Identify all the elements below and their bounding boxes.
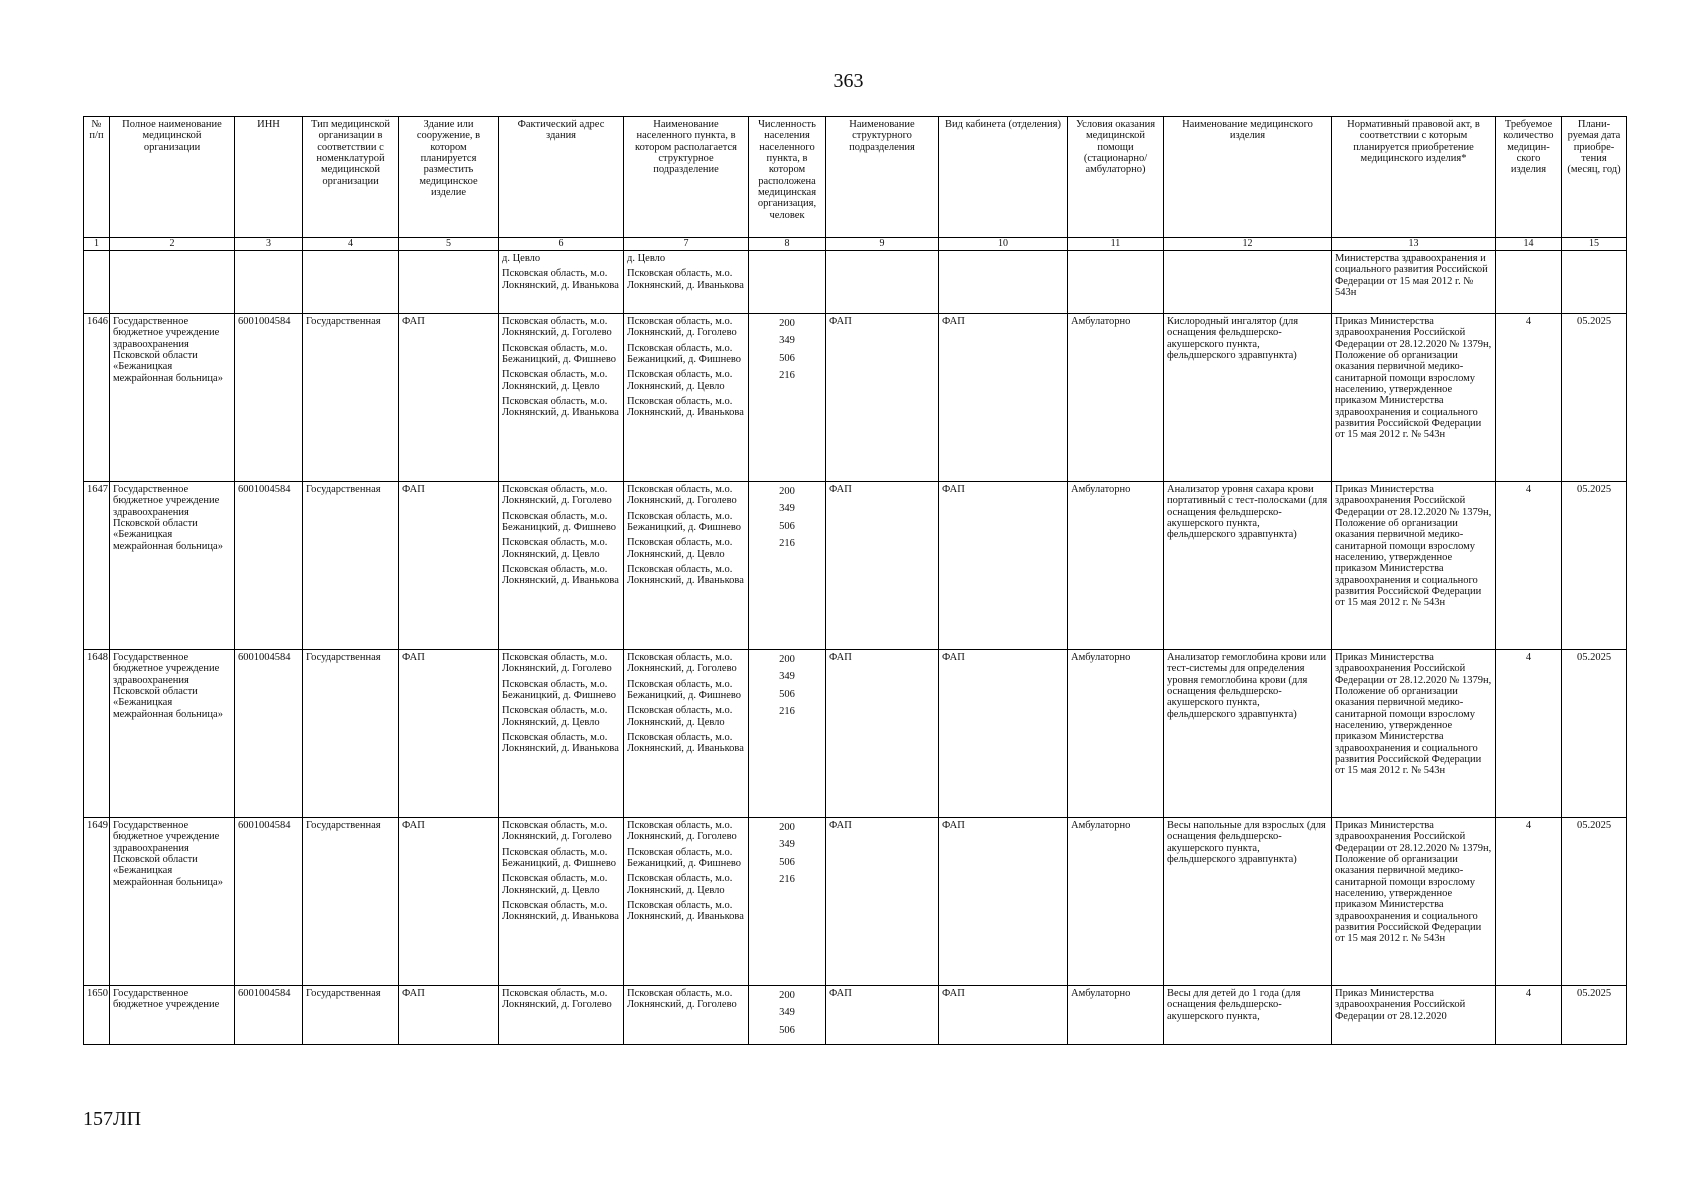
address-line: Псковская область, м.о. Локнянский, д. Гоголево — [502, 652, 612, 675]
population-value: 349 — [779, 503, 795, 515]
conditions-cell: Амбулаторно — [1068, 986, 1164, 1045]
settlement-line: Псковская область, м.о. Локнянский, д. Иванькова — [627, 395, 744, 419]
row-number: 1649 — [84, 818, 110, 986]
header-cell: Плани-руемая дата приобре-тения (месяц, год) — [1562, 117, 1627, 238]
table-row — [84, 314, 1627, 482]
page-number: 363 — [833, 70, 864, 92]
address-line: Псковская область, м.о. Бежаницкий, д. Фишнево — [502, 342, 617, 365]
cabinet-cell: ФАП — [939, 314, 1068, 482]
settlement-line: Псковская область, м.о. Локнянский, д. Иванькова — [627, 899, 744, 923]
population-value: 349 — [779, 335, 795, 347]
header-cell: Численность населения населенного пункта, в котором расположена медицинская организация, человек — [749, 117, 826, 238]
column-number: 10 — [939, 238, 1068, 251]
device-cell: Анализатор гемоглобина крови или тест-системы для определения уровня гемоглобина крови (для оснащения фельдшерско-акушерского пункта, фельдшерского здравпункта) — [1164, 650, 1332, 818]
column-number: 7 — [624, 238, 749, 251]
population-value: 349 — [779, 839, 795, 851]
date-cell: 05.2025 — [1562, 314, 1627, 482]
column-number: 4 — [303, 238, 399, 251]
address-line: Псковская область, м.о. Локнянский, д. Гоголево — [502, 316, 612, 339]
address-line: д. Цевло — [502, 253, 541, 264]
column-number: 5 — [399, 238, 499, 251]
address-cell — [499, 818, 624, 986]
settlement-line: Псковская область, м.о. Локнянский, д. Гоголево — [627, 652, 737, 675]
settlement-line: Псковская область, м.о. Бежаницкий, д. Фишнево — [627, 510, 742, 533]
settlement-line: Псковская область, м.о. Локнянский, д. Гоголево — [627, 820, 737, 843]
settlement-cell — [624, 314, 749, 482]
header-cell: Тип медицинской организации в соответствии с номенклатурой медицинской организации — [303, 117, 399, 238]
address-line: Псковская область, м.о. Локнянский, д. Цевло — [502, 873, 608, 896]
cabinet-cell: ФАП — [939, 818, 1068, 986]
building-cell: ФАП — [399, 482, 499, 650]
settlement-cell — [624, 251, 749, 314]
continuation-row — [84, 251, 1627, 314]
settlement-line: Псковская область, м.о. Бежаницкий, д. Фишнево — [627, 342, 742, 365]
building-cell: ФАП — [399, 986, 499, 1045]
settlement-line: Псковская область, м.о. Локнянский, д. Цевло — [627, 873, 733, 896]
header-cell: Нормативный правовой акт, в соответствии с которым планируется приобретение медицинского изделия* — [1332, 117, 1496, 238]
settlement-line: Псковская область, м.о. Локнянский, д. Гоголево — [627, 316, 737, 339]
conditions-cell: Амбулаторно — [1068, 818, 1164, 986]
settlement-line: Псковская область, м.о. Бежаницкий, д. Фишнево — [627, 846, 742, 869]
address-line: Псковская область, м.о. Локнянский, д. Гоголево — [502, 820, 612, 843]
population-value: 216 — [779, 873, 795, 885]
org-name-cell: Государственное бюджетное учреждение здравоохранения Псковской области «Бежаницкая межрайонная больница» — [110, 314, 235, 482]
header-cell: Здание или сооружение, в котором планируется разместить медицинское изделие — [399, 117, 499, 238]
settlement-cell — [624, 650, 749, 818]
column-number: 3 — [235, 238, 303, 251]
population-value: 506 — [779, 352, 795, 364]
quantity-cell: 4 — [1496, 650, 1562, 818]
cabinet-cell: ФАП — [939, 986, 1068, 1045]
population-value: 506 — [779, 688, 795, 700]
settlement-line: Псковская область, м.о. Локнянский, д. Иванькова — [627, 563, 744, 587]
column-number: 15 — [1562, 238, 1627, 251]
cabinet-cell: ФАП — [939, 650, 1068, 818]
org-name-cell: Государственное бюджетное учреждение здравоохранения Псковской области «Бежаницкая межрайонная больница» — [110, 650, 235, 818]
unit-cell: ФАП — [826, 314, 939, 482]
population-value: 506 — [779, 1024, 795, 1036]
address-cell — [499, 251, 624, 314]
population-value: 216 — [779, 705, 795, 717]
population-value: 200 — [779, 654, 795, 665]
header-cell: № п/п — [84, 117, 110, 238]
header-cell: Условия оказания медицинской помощи (стационарно/ амбулаторно) — [1068, 117, 1164, 238]
conditions-cell: Амбулаторно — [1068, 650, 1164, 818]
address-line: Псковская область, м.о. Локнянский, д. Гоголево — [502, 484, 612, 507]
inn-cell: 6001004584 — [235, 986, 303, 1045]
population-cell — [749, 986, 826, 1045]
column-number-row — [84, 238, 1627, 251]
address-cell — [499, 482, 624, 650]
org-type-cell: Государственная — [303, 482, 399, 650]
column-number: 13 — [1332, 238, 1496, 251]
table-row — [84, 482, 1627, 650]
org-name-cell: Государственное бюджетное учреждение здравоохранения Псковской области «Бежаницкая межрайонная больница» — [110, 482, 235, 650]
unit-cell: ФАП — [826, 986, 939, 1045]
settlement-line: Псковская область, м.о. Локнянский, д. Иванькова — [627, 268, 744, 291]
column-number: 9 — [826, 238, 939, 251]
inn-cell: 6001004584 — [235, 818, 303, 986]
header-cell: Фактический адрес здания — [499, 117, 624, 238]
settlement-cell — [624, 818, 749, 986]
settlement-cell: Псковская область, м.о. Локнянский, д. Гоголево — [624, 986, 749, 1045]
column-number: 2 — [110, 238, 235, 251]
address-line: Псковская область, м.о. Локнянский, д. Иванькова — [502, 563, 619, 587]
address-cell: Псковская область, м.о. Локнянский, д. Гоголево — [499, 986, 624, 1045]
address-line: Псковская область, м.о. Бежаницкий, д. Фишнево — [502, 510, 617, 533]
quantity-cell: 4 — [1496, 314, 1562, 482]
date-cell: 05.2025 — [1562, 650, 1627, 818]
row-number: 1648 — [84, 650, 110, 818]
address-line: Псковская область, м.о. Локнянский, д. Цевло — [502, 369, 608, 392]
npa-cell: Приказ Министерства здравоохранения Российской Федерации от 28.12.2020 — [1332, 986, 1496, 1045]
header-cell: Наименование населенного пункта, в котором располагается структурное подразделение — [624, 117, 749, 238]
header-cell: Наименование структурного подразделения — [826, 117, 939, 238]
unit-cell: ФАП — [826, 482, 939, 650]
settlement-line: Псковская область, м.о. Локнянский, д. Цевло — [627, 537, 733, 560]
table-row — [84, 818, 1627, 986]
conditions-cell: Амбулаторно — [1068, 314, 1164, 482]
population-value: 216 — [779, 369, 795, 381]
settlement-line: д. Цевло — [627, 253, 666, 264]
address-line: Псковская область, м.о. Бежаницкий, д. Фишнево — [502, 846, 617, 869]
org-type-cell: Государственная — [303, 650, 399, 818]
address-cell — [499, 314, 624, 482]
building-cell: ФАП — [399, 818, 499, 986]
address-line: Псковская область, м.о. Локнянский, д. Цевло — [502, 537, 608, 560]
header-cell: Вид кабинета (отделения) — [939, 117, 1068, 238]
date-cell: 05.2025 — [1562, 482, 1627, 650]
column-number: 8 — [749, 238, 826, 251]
header-row — [84, 117, 1627, 238]
npa-cell: Приказ Министерства здравоохранения Российской Федерации от 28.12.2020 № 1379н, Положение об организации оказания первичной медико-санитарной помощи взрослому населению, утвержденное приказом Министерства здравоохранения и социального развития Российской Федерации от 15 мая 2012 г. № 543н — [1332, 650, 1496, 818]
row-number: 1647 — [84, 482, 110, 650]
npa-cell: Министерства здравоохранения и социального развития Российской Федерации от 15 мая 2012 г. № 543н — [1332, 251, 1496, 314]
header-cell: ИНН — [235, 117, 303, 238]
header-cell: Полное наименование медицинской организации — [110, 117, 235, 238]
column-number: 11 — [1068, 238, 1164, 251]
device-cell: Весы напольные для взрослых (для оснащения фельдшерско-акушерского пункта, фельдшерского здравпункта) — [1164, 818, 1332, 986]
npa-cell: Приказ Министерства здравоохранения Российской Федерации от 28.12.2020 № 1379н, Положение об организации оказания первичной медико-санитарной помощи взрослому населению, утвержденное приказом Министерства здравоохранения и социального развития Российской Федерации от 15 мая 2012 г. № 543н — [1332, 314, 1496, 482]
device-cell: Анализатор уровня сахара крови портативный с тест-полосками (для оснащения фельдшерско-акушерского пункта, фельдшерского здравпункта) — [1164, 482, 1332, 650]
conditions-cell: Амбулаторно — [1068, 482, 1164, 650]
population-cell — [749, 482, 826, 650]
device-cell: Кислородный ингалятор (для оснащения фельдшерско-акушерского пункта, фельдшерского здравпункта) — [1164, 314, 1332, 482]
population-value: 506 — [779, 856, 795, 868]
settlement-line: Псковская область, м.о. Локнянский, д. Цевло — [627, 369, 733, 392]
address-line: Псковская область, м.о. Локнянский, д. Иванькова — [502, 731, 619, 755]
column-number: 12 — [1164, 238, 1332, 251]
table-row — [84, 986, 1627, 1045]
address-line: Псковская область, м.о. Бежаницкий, д. Фишнево — [502, 678, 617, 701]
date-cell: 05.2025 — [1562, 818, 1627, 986]
population-value: 200 — [779, 486, 795, 497]
cabinet-cell: ФАП — [939, 482, 1068, 650]
building-cell: ФАП — [399, 314, 499, 482]
building-cell: ФАП — [399, 650, 499, 818]
org-name-cell: Государственное бюджетное учреждение здравоохранения Псковской области «Бежаницкая межрайонная больница» — [110, 818, 235, 986]
address-line: Псковская область, м.о. Локнянский, д. Цевло — [502, 705, 608, 728]
inn-cell: 6001004584 — [235, 650, 303, 818]
address-line: Псковская область, м.о. Локнянский, д. Иванькова — [502, 268, 619, 291]
address-line: Псковская область, м.о. Локнянский, д. Иванькова — [502, 395, 619, 419]
settlement-line: Псковская область, м.о. Локнянский, д. Цевло — [627, 705, 733, 728]
org-type-cell: Государственная — [303, 818, 399, 986]
address-line: Псковская область, м.о. Локнянский, д. Иванькова — [502, 899, 619, 923]
inn-cell: 6001004584 — [235, 482, 303, 650]
address-cell — [499, 650, 624, 818]
population-value: 216 — [779, 537, 795, 549]
org-type-cell: Государственная — [303, 986, 399, 1045]
population-value: 349 — [779, 671, 795, 683]
population-value: 200 — [779, 318, 795, 329]
population-value: 200 — [779, 990, 795, 1001]
npa-cell: Приказ Министерства здравоохранения Российской Федерации от 28.12.2020 № 1379н, Положение об организации оказания первичной медико-санитарной помощи взрослому населению, утвержденное приказом Министерства здравоохранения и социального развития Российской Федерации от 15 мая 2012 г. № 543н — [1332, 482, 1496, 650]
column-number: 6 — [499, 238, 624, 251]
population-cell — [749, 314, 826, 482]
column-number: 14 — [1496, 238, 1562, 251]
npa-cell: Приказ Министерства здравоохранения Российской Федерации от 28.12.2020 № 1379н, Положение об организации оказания первичной медико-санитарной помощи взрослому населению, утвержденное приказом Министерства здравоохранения и социального развития Российской Федерации от 15 мая 2012 г. № 543н — [1332, 818, 1496, 986]
population-value: 349 — [779, 1007, 795, 1019]
population-value: 506 — [779, 520, 795, 532]
population-cell — [749, 818, 826, 986]
device-cell: Весы для детей до 1 года (для оснащения фельдшерско-акушерского пункта, — [1164, 986, 1332, 1045]
population-cell — [749, 650, 826, 818]
column-number: 1 — [84, 238, 110, 251]
settlement-line: Псковская область, м.о. Бежаницкий, д. Фишнево — [627, 678, 742, 701]
date-cell: 05.2025 — [1562, 986, 1627, 1045]
population-value: 200 — [779, 822, 795, 833]
unit-cell: ФАП — [826, 650, 939, 818]
settlement-cell — [624, 482, 749, 650]
quantity-cell: 4 — [1496, 818, 1562, 986]
org-type-cell: Государственная — [303, 314, 399, 482]
quantity-cell: 4 — [1496, 986, 1562, 1045]
settlement-line: Псковская область, м.о. Локнянский, д. Гоголево — [627, 484, 737, 507]
unit-cell: ФАП — [826, 818, 939, 986]
header-cell: Требуемое количество медицин-ского изделия — [1496, 117, 1562, 238]
row-number: 1646 — [84, 314, 110, 482]
quantity-cell: 4 — [1496, 482, 1562, 650]
document-code: 157ЛП — [83, 1108, 142, 1130]
settlement-line: Псковская область, м.о. Локнянский, д. Иванькова — [627, 731, 744, 755]
equipment-table — [83, 116, 1627, 1045]
org-name-cell: Государственное бюджетное учреждение — [110, 986, 235, 1045]
header-cell: Наименование медицинского изделия — [1164, 117, 1332, 238]
table-row — [84, 650, 1627, 818]
row-number: 1650 — [84, 986, 110, 1045]
inn-cell: 6001004584 — [235, 314, 303, 482]
